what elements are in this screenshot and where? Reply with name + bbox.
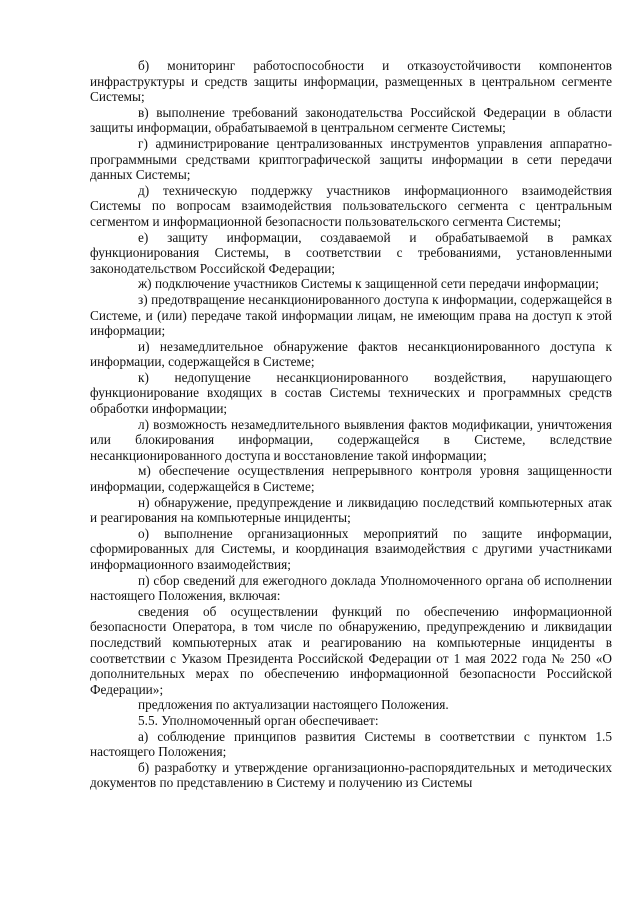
paragraph-z-access-prevention: з) предотвращение несанкционированного доступа к информации, содержащейся в Системе, и (или) передаче такой информации лицам, не имеющим права на доступ к этой информации;: [90, 291, 612, 339]
paragraph-proposals: предложения по актуализации настоящего Положения.: [138, 697, 449, 713]
paragraph-b-documents: б) разработку и утверждение организационно-распорядительных и методических документов по представлению в Систему и получению из Системы: [90, 759, 612, 791]
paragraph-b-monitoring: б) мониторинг работоспособности и отказоустойчивости компонентов инфраструктуры и средств защиты информации, размещенных в центральном сегменте Системы;: [90, 58, 612, 105]
document-page: [90, 58, 612, 791]
paragraph-v-legal-requirements: в) выполнение требований законодательства Российской Федерации в области защиты информации, обрабатываемой в центральном сегменте Системы;: [90, 104, 612, 136]
paragraph-n-computer-attacks: н) обнаружение, предупреждение и ликвидацию последствий компьютерных атак и реагирования на компьютерные инциденты;: [90, 494, 612, 526]
paragraph-l-modification-detection: л) возможность незамедлительного выявления фактов модификации, уничтожения или блокирования информации, содержащейся в Системе, вследствие несанкционированного доступа и восстановление такой информации;: [90, 416, 612, 463]
paragraph-section-5-5: 5.5. Уполномоченный орган обеспечивает:: [138, 712, 379, 728]
paragraph-i-detection: и) незамедлительное обнаружение фактов несанкционированного доступа к информации, содержащейся в Системе;: [90, 338, 612, 370]
paragraph-g-administration: г) администрирование централизованных инструментов управления аппаратно-программными средствами криптографической защиты информации в сети передачи данных Системы;: [90, 135, 612, 183]
paragraph-zh-network-connection: ж) подключение участников Системы к защищенной сети передачи информации;: [138, 276, 599, 292]
paragraph-a-principles: а) соблюдение принципов развития Системы в соответствии с пунктом 1.5 настоящего Положения;: [90, 728, 612, 760]
paragraph-p-annual-report: п) сбор сведений для ежегодного доклада Уполномоченного органа об исполнении настоящего Положения, включая:: [90, 572, 612, 604]
paragraph-d-technical-support: д) техническую поддержку участников информационного взаимодействия Системы по вопросам взаимодействия пользовательского сегмента с центральным сегментом и информационной безопасности пользовательского сегмента Системы;: [90, 182, 612, 229]
paragraph-k-impact-prevention: к) недопущение несанкционированного воздействия, нарушающего функционирование входящих в состав Системы технических и программных средств обработки информации;: [90, 369, 612, 417]
paragraph-m-continuous-control: м) обеспечение осуществления непрерывного контроля уровня защищенности информации, содержащейся в Системе;: [90, 463, 612, 495]
paragraph-o-organizational-measures: о) выполнение организационных мероприятий по защите информации, сформированных для Системы, и координация взаимодействия с другими участниками информационного взаимодействия;: [90, 525, 612, 572]
paragraph-functions-info: сведения об осуществлении функций по обеспечению информационной безопасности Оператора, в том числе по обнаружению, предупреждению и ликвидации последствий компьютерных атак и реагированию на компьютерные инциденты в соответствии с Указом Президента Российской Федерации от 1 мая 2022 года № 250 «О дополнительных мерах по обеспечению информационной безопасности Российской Федерации»;: [90, 603, 612, 697]
paragraph-e-information-protection: е) защиту информации, создаваемой и обрабатываемой в рамках функционирования Системы, в соответствии с требованиями, установленными законодательством Российской Федерации;: [90, 229, 612, 276]
